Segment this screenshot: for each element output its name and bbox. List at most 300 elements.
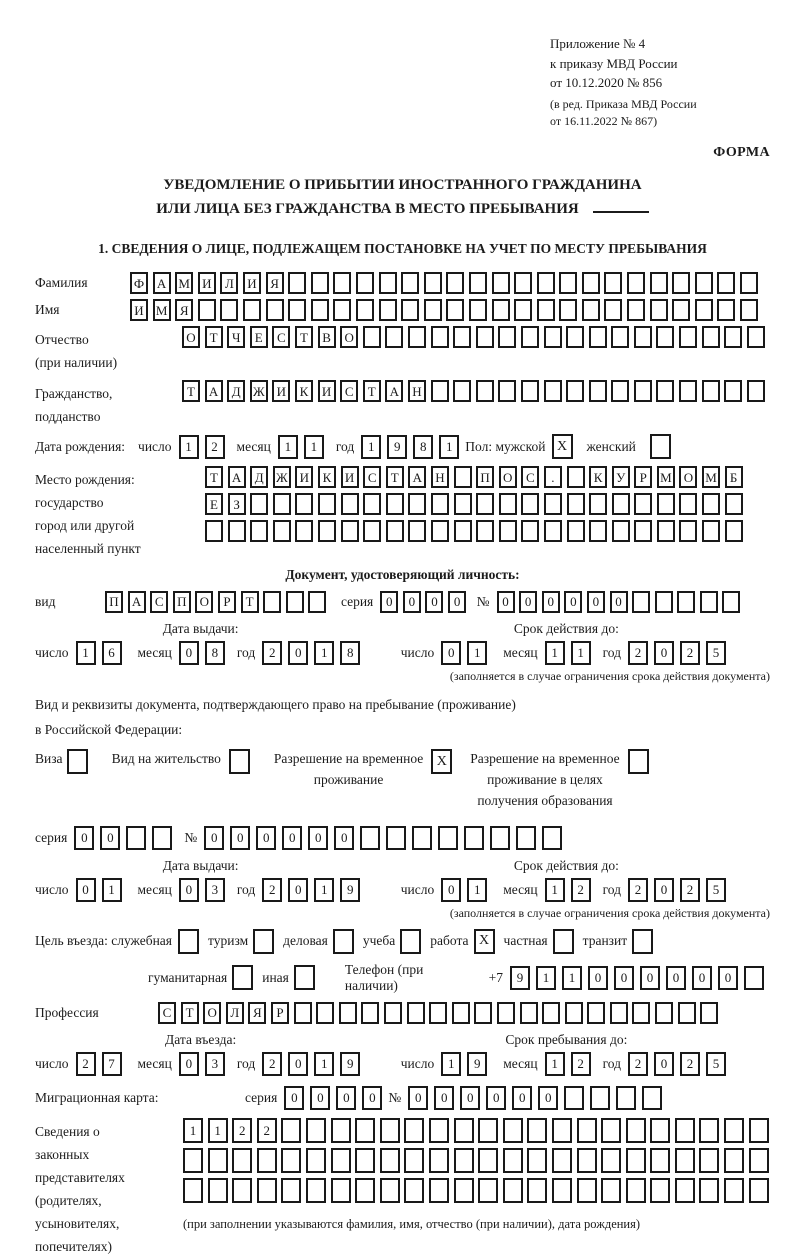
- char-cell[interactable]: [724, 1148, 744, 1173]
- char-cell[interactable]: [552, 1148, 572, 1173]
- char-cell[interactable]: 0: [74, 826, 94, 850]
- char-cell[interactable]: 8: [340, 641, 360, 665]
- char-cell[interactable]: [198, 299, 216, 321]
- char-cell[interactable]: А: [153, 272, 171, 294]
- char-cell[interactable]: [552, 1178, 572, 1203]
- sex-male-checkbox[interactable]: X: [552, 434, 573, 459]
- char-cell[interactable]: [281, 1118, 301, 1143]
- char-cell[interactable]: [520, 1002, 538, 1024]
- char-cell[interactable]: [601, 1148, 621, 1173]
- char-cell[interactable]: Ф: [130, 272, 148, 294]
- char-cell[interactable]: [356, 272, 374, 294]
- char-cell[interactable]: [589, 380, 607, 402]
- char-cell[interactable]: [559, 272, 577, 294]
- char-cell[interactable]: [476, 380, 494, 402]
- char-cell[interactable]: 0: [564, 591, 582, 613]
- char-cell[interactable]: [266, 299, 284, 321]
- char-cell[interactable]: [566, 326, 584, 348]
- char-cell[interactable]: [412, 826, 432, 850]
- char-cell[interactable]: 0: [308, 826, 328, 850]
- purpose-business-checkbox[interactable]: [333, 929, 354, 954]
- char-cell[interactable]: [566, 380, 584, 402]
- char-cell[interactable]: [497, 1002, 515, 1024]
- char-cell[interactable]: [454, 1148, 474, 1173]
- char-cell[interactable]: 0: [434, 1086, 454, 1110]
- char-cell[interactable]: [627, 272, 645, 294]
- char-cell[interactable]: 0: [179, 878, 199, 902]
- char-cell[interactable]: 0: [610, 591, 628, 613]
- char-cell[interactable]: [567, 493, 585, 515]
- purpose-private-checkbox[interactable]: [553, 929, 574, 954]
- char-cell[interactable]: [257, 1148, 277, 1173]
- char-cell[interactable]: 0: [403, 591, 421, 613]
- char-cell[interactable]: 1: [545, 1052, 565, 1076]
- char-cell[interactable]: [499, 520, 517, 542]
- char-cell[interactable]: 2: [262, 878, 282, 902]
- char-cell[interactable]: [559, 299, 577, 321]
- char-cell[interactable]: Н: [408, 380, 426, 402]
- char-cell[interactable]: 1: [571, 641, 591, 665]
- char-cell[interactable]: [220, 299, 238, 321]
- char-cell[interactable]: [401, 272, 419, 294]
- char-cell[interactable]: [604, 299, 622, 321]
- char-cell[interactable]: [361, 1002, 379, 1024]
- char-cell[interactable]: 1: [314, 878, 334, 902]
- char-cell[interactable]: [702, 493, 720, 515]
- char-cell[interactable]: 0: [692, 966, 712, 990]
- char-cell[interactable]: [339, 1002, 357, 1024]
- char-cell[interactable]: 1: [467, 641, 487, 665]
- char-cell[interactable]: 0: [310, 1086, 330, 1110]
- char-cell[interactable]: 0: [654, 1052, 674, 1076]
- char-cell[interactable]: [657, 493, 675, 515]
- char-cell[interactable]: М: [657, 466, 675, 488]
- char-cell[interactable]: О: [203, 1002, 221, 1024]
- char-cell[interactable]: [476, 493, 494, 515]
- char-cell[interactable]: Е: [205, 493, 223, 515]
- char-cell[interactable]: [429, 1178, 449, 1203]
- char-cell[interactable]: П: [173, 591, 191, 613]
- char-cell[interactable]: [700, 591, 718, 613]
- char-cell[interactable]: [408, 493, 426, 515]
- char-cell[interactable]: [295, 520, 313, 542]
- char-cell[interactable]: [424, 299, 442, 321]
- char-cell[interactable]: [379, 299, 397, 321]
- char-cell[interactable]: [679, 493, 697, 515]
- char-cell[interactable]: [454, 493, 472, 515]
- char-cell[interactable]: 1: [102, 878, 122, 902]
- char-cell[interactable]: С: [363, 466, 381, 488]
- char-cell[interactable]: [744, 966, 764, 990]
- char-cell[interactable]: [542, 1002, 560, 1024]
- char-cell[interactable]: [544, 380, 562, 402]
- sex-female-checkbox[interactable]: [650, 434, 671, 459]
- char-cell[interactable]: 6: [102, 641, 122, 665]
- char-cell[interactable]: [604, 272, 622, 294]
- char-cell[interactable]: 0: [441, 641, 461, 665]
- char-cell[interactable]: [544, 493, 562, 515]
- char-cell[interactable]: [577, 1178, 597, 1203]
- char-cell[interactable]: [431, 493, 449, 515]
- char-cell[interactable]: 1: [441, 1052, 461, 1076]
- char-cell[interactable]: [565, 1002, 583, 1024]
- char-cell[interactable]: [380, 1118, 400, 1143]
- char-cell[interactable]: 0: [256, 826, 276, 850]
- char-cell[interactable]: [678, 1002, 696, 1024]
- char-cell[interactable]: [404, 1118, 424, 1143]
- char-cell[interactable]: 2: [628, 878, 648, 902]
- char-cell[interactable]: [331, 1148, 351, 1173]
- char-cell[interactable]: 2: [628, 641, 648, 665]
- char-cell[interactable]: 0: [654, 641, 674, 665]
- char-cell[interactable]: [699, 1148, 719, 1173]
- char-cell[interactable]: Р: [271, 1002, 289, 1024]
- char-cell[interactable]: А: [128, 591, 146, 613]
- char-cell[interactable]: [454, 1178, 474, 1203]
- char-cell[interactable]: [656, 326, 674, 348]
- char-cell[interactable]: [438, 826, 458, 850]
- char-cell[interactable]: 2: [680, 878, 700, 902]
- char-cell[interactable]: [453, 380, 471, 402]
- char-cell[interactable]: 0: [288, 878, 308, 902]
- char-cell[interactable]: И: [243, 272, 261, 294]
- char-cell[interactable]: [632, 1002, 650, 1024]
- char-cell[interactable]: [627, 299, 645, 321]
- char-cell[interactable]: Т: [295, 326, 313, 348]
- char-cell[interactable]: Р: [218, 591, 236, 613]
- char-cell[interactable]: [642, 1086, 662, 1110]
- char-cell[interactable]: К: [318, 466, 336, 488]
- char-cell[interactable]: М: [153, 299, 171, 321]
- char-cell[interactable]: [404, 1178, 424, 1203]
- purpose-other-checkbox[interactable]: [294, 965, 315, 990]
- char-cell[interactable]: [626, 1118, 646, 1143]
- char-cell[interactable]: 0: [497, 591, 515, 613]
- char-cell[interactable]: [582, 272, 600, 294]
- char-cell[interactable]: 0: [542, 591, 560, 613]
- char-cell[interactable]: [281, 1148, 301, 1173]
- char-cell[interactable]: [675, 1118, 695, 1143]
- char-cell[interactable]: 3: [205, 1052, 225, 1076]
- char-cell[interactable]: 2: [680, 1052, 700, 1076]
- char-cell[interactable]: [717, 299, 735, 321]
- char-cell[interactable]: 1: [183, 1118, 203, 1143]
- char-cell[interactable]: 0: [282, 826, 302, 850]
- char-cell[interactable]: Т: [386, 466, 404, 488]
- char-cell[interactable]: 1: [545, 641, 565, 665]
- char-cell[interactable]: [363, 493, 381, 515]
- char-cell[interactable]: 0: [448, 591, 466, 613]
- char-cell[interactable]: [453, 326, 471, 348]
- char-cell[interactable]: [702, 326, 720, 348]
- char-cell[interactable]: 9: [340, 1052, 360, 1076]
- char-cell[interactable]: О: [340, 326, 358, 348]
- char-cell[interactable]: [695, 272, 713, 294]
- char-cell[interactable]: 0: [512, 1086, 532, 1110]
- char-cell[interactable]: И: [318, 380, 336, 402]
- char-cell[interactable]: 0: [380, 591, 398, 613]
- char-cell[interactable]: 1: [278, 435, 298, 459]
- char-cell[interactable]: [356, 299, 374, 321]
- char-cell[interactable]: 1: [179, 435, 199, 459]
- char-cell[interactable]: 0: [336, 1086, 356, 1110]
- char-cell[interactable]: [454, 466, 472, 488]
- purpose-work-checkbox[interactable]: X: [474, 929, 495, 954]
- char-cell[interactable]: [590, 1086, 610, 1110]
- char-cell[interactable]: [657, 520, 675, 542]
- char-cell[interactable]: [611, 380, 629, 402]
- char-cell[interactable]: [250, 493, 268, 515]
- char-cell[interactable]: [567, 520, 585, 542]
- char-cell[interactable]: 9: [387, 435, 407, 459]
- purpose-study-checkbox[interactable]: [400, 929, 421, 954]
- char-cell[interactable]: А: [408, 466, 426, 488]
- char-cell[interactable]: 0: [666, 966, 686, 990]
- char-cell[interactable]: [601, 1118, 621, 1143]
- char-cell[interactable]: [747, 326, 765, 348]
- char-cell[interactable]: [626, 1178, 646, 1203]
- char-cell[interactable]: 0: [362, 1086, 382, 1110]
- char-cell[interactable]: [634, 520, 652, 542]
- char-cell[interactable]: [749, 1148, 769, 1173]
- char-cell[interactable]: [363, 326, 381, 348]
- char-cell[interactable]: [363, 520, 381, 542]
- char-cell[interactable]: [333, 272, 351, 294]
- char-cell[interactable]: 2: [571, 1052, 591, 1076]
- char-cell[interactable]: [446, 299, 464, 321]
- char-cell[interactable]: Т: [181, 1002, 199, 1024]
- char-cell[interactable]: [582, 299, 600, 321]
- char-cell[interactable]: [577, 1148, 597, 1173]
- char-cell[interactable]: [454, 1118, 474, 1143]
- char-cell[interactable]: С: [272, 326, 290, 348]
- char-cell[interactable]: И: [130, 299, 148, 321]
- char-cell[interactable]: [740, 299, 758, 321]
- char-cell[interactable]: .: [544, 466, 562, 488]
- char-cell[interactable]: Б: [725, 466, 743, 488]
- char-cell[interactable]: [514, 299, 532, 321]
- char-cell[interactable]: П: [105, 591, 123, 613]
- char-cell[interactable]: [311, 299, 329, 321]
- char-cell[interactable]: [634, 326, 652, 348]
- char-cell[interactable]: 1: [304, 435, 324, 459]
- char-cell[interactable]: [672, 299, 690, 321]
- purpose-tourism-checkbox[interactable]: [253, 929, 274, 954]
- char-cell[interactable]: 0: [204, 826, 224, 850]
- char-cell[interactable]: [650, 1118, 670, 1143]
- char-cell[interactable]: [281, 1178, 301, 1203]
- char-cell[interactable]: [408, 326, 426, 348]
- char-cell[interactable]: [724, 326, 742, 348]
- char-cell[interactable]: [722, 591, 740, 613]
- char-cell[interactable]: С: [150, 591, 168, 613]
- char-cell[interactable]: 0: [587, 591, 605, 613]
- char-cell[interactable]: [700, 1002, 718, 1024]
- char-cell[interactable]: [379, 272, 397, 294]
- char-cell[interactable]: [386, 826, 406, 850]
- char-cell[interactable]: [250, 520, 268, 542]
- char-cell[interactable]: [695, 299, 713, 321]
- char-cell[interactable]: [655, 1002, 673, 1024]
- char-cell[interactable]: [380, 1148, 400, 1173]
- char-cell[interactable]: [294, 1002, 312, 1024]
- char-cell[interactable]: [452, 1002, 470, 1024]
- char-cell[interactable]: 7: [102, 1052, 122, 1076]
- char-cell[interactable]: [273, 520, 291, 542]
- char-cell[interactable]: Д: [227, 380, 245, 402]
- char-cell[interactable]: [634, 493, 652, 515]
- char-cell[interactable]: О: [182, 326, 200, 348]
- char-cell[interactable]: [564, 1086, 584, 1110]
- char-cell[interactable]: [724, 1178, 744, 1203]
- char-cell[interactable]: 2: [262, 1052, 282, 1076]
- char-cell[interactable]: 0: [425, 591, 443, 613]
- char-cell[interactable]: Я: [266, 272, 284, 294]
- char-cell[interactable]: [469, 299, 487, 321]
- char-cell[interactable]: [537, 272, 555, 294]
- char-cell[interactable]: 0: [334, 826, 354, 850]
- purpose-transit-checkbox[interactable]: [632, 929, 653, 954]
- char-cell[interactable]: 9: [467, 1052, 487, 1076]
- char-cell[interactable]: [333, 299, 351, 321]
- char-cell[interactable]: 1: [536, 966, 556, 990]
- char-cell[interactable]: [503, 1118, 523, 1143]
- char-cell[interactable]: [699, 1178, 719, 1203]
- char-cell[interactable]: [634, 380, 652, 402]
- char-cell[interactable]: Т: [182, 380, 200, 402]
- char-cell[interactable]: 2: [205, 435, 225, 459]
- char-cell[interactable]: [589, 326, 607, 348]
- char-cell[interactable]: [567, 466, 585, 488]
- char-cell[interactable]: И: [198, 272, 216, 294]
- char-cell[interactable]: [295, 493, 313, 515]
- char-cell[interactable]: [404, 1148, 424, 1173]
- char-cell[interactable]: [679, 380, 697, 402]
- char-cell[interactable]: [724, 380, 742, 402]
- char-cell[interactable]: [360, 826, 380, 850]
- char-cell[interactable]: О: [195, 591, 213, 613]
- char-cell[interactable]: [503, 1178, 523, 1203]
- char-cell[interactable]: 2: [571, 878, 591, 902]
- char-cell[interactable]: 1: [314, 641, 334, 665]
- char-cell[interactable]: [401, 299, 419, 321]
- char-cell[interactable]: О: [499, 466, 517, 488]
- char-cell[interactable]: С: [158, 1002, 176, 1024]
- temp-residence-education-checkbox[interactable]: [628, 749, 649, 774]
- char-cell[interactable]: К: [295, 380, 313, 402]
- char-cell[interactable]: А: [205, 380, 223, 402]
- char-cell[interactable]: [527, 1118, 547, 1143]
- char-cell[interactable]: [724, 1118, 744, 1143]
- purpose-official-checkbox[interactable]: [178, 929, 199, 954]
- char-cell[interactable]: [675, 1148, 695, 1173]
- char-cell[interactable]: [454, 520, 472, 542]
- char-cell[interactable]: 0: [179, 641, 199, 665]
- char-cell[interactable]: [386, 520, 404, 542]
- char-cell[interactable]: [702, 520, 720, 542]
- char-cell[interactable]: 1: [467, 878, 487, 902]
- char-cell[interactable]: [208, 1178, 228, 1203]
- char-cell[interactable]: Ж: [250, 380, 268, 402]
- char-cell[interactable]: [476, 326, 494, 348]
- char-cell[interactable]: [273, 493, 291, 515]
- char-cell[interactable]: Т: [205, 326, 223, 348]
- char-cell[interactable]: 9: [510, 966, 530, 990]
- char-cell[interactable]: [341, 493, 359, 515]
- char-cell[interactable]: [478, 1148, 498, 1173]
- char-cell[interactable]: [650, 272, 668, 294]
- char-cell[interactable]: М: [175, 272, 193, 294]
- char-cell[interactable]: [316, 1002, 334, 1024]
- char-cell[interactable]: 0: [284, 1086, 304, 1110]
- char-cell[interactable]: [587, 1002, 605, 1024]
- char-cell[interactable]: 0: [486, 1086, 506, 1110]
- char-cell[interactable]: И: [295, 466, 313, 488]
- char-cell[interactable]: 0: [654, 878, 674, 902]
- char-cell[interactable]: [672, 272, 690, 294]
- char-cell[interactable]: Ч: [227, 326, 245, 348]
- char-cell[interactable]: 0: [230, 826, 250, 850]
- char-cell[interactable]: [612, 520, 630, 542]
- char-cell[interactable]: [699, 1118, 719, 1143]
- char-cell[interactable]: [521, 493, 539, 515]
- char-cell[interactable]: 2: [262, 641, 282, 665]
- char-cell[interactable]: [464, 826, 484, 850]
- char-cell[interactable]: [228, 520, 246, 542]
- char-cell[interactable]: [656, 380, 674, 402]
- char-cell[interactable]: 0: [76, 878, 96, 902]
- char-cell[interactable]: 5: [706, 1052, 726, 1076]
- residence-permit-checkbox[interactable]: [229, 749, 250, 774]
- char-cell[interactable]: [521, 520, 539, 542]
- char-cell[interactable]: [514, 272, 532, 294]
- char-cell[interactable]: 2: [680, 641, 700, 665]
- char-cell[interactable]: В: [318, 326, 336, 348]
- char-cell[interactable]: [208, 1148, 228, 1173]
- char-cell[interactable]: [286, 591, 304, 613]
- char-cell[interactable]: [589, 520, 607, 542]
- char-cell[interactable]: 0: [538, 1086, 558, 1110]
- char-cell[interactable]: [126, 826, 146, 850]
- char-cell[interactable]: [232, 1148, 252, 1173]
- char-cell[interactable]: 0: [640, 966, 660, 990]
- char-cell[interactable]: О: [679, 466, 697, 488]
- char-cell[interactable]: [318, 493, 336, 515]
- char-cell[interactable]: [318, 520, 336, 542]
- visa-checkbox[interactable]: [67, 749, 88, 774]
- char-cell[interactable]: [650, 1178, 670, 1203]
- char-cell[interactable]: [431, 520, 449, 542]
- char-cell[interactable]: [492, 272, 510, 294]
- char-cell[interactable]: [717, 272, 735, 294]
- char-cell[interactable]: 0: [460, 1086, 480, 1110]
- char-cell[interactable]: [311, 272, 329, 294]
- char-cell[interactable]: [749, 1118, 769, 1143]
- char-cell[interactable]: И: [272, 380, 290, 402]
- char-cell[interactable]: [749, 1178, 769, 1203]
- char-cell[interactable]: [341, 520, 359, 542]
- char-cell[interactable]: 3: [205, 878, 225, 902]
- char-cell[interactable]: [740, 272, 758, 294]
- char-cell[interactable]: [521, 380, 539, 402]
- char-cell[interactable]: П: [476, 466, 494, 488]
- char-cell[interactable]: [306, 1178, 326, 1203]
- char-cell[interactable]: 1: [545, 878, 565, 902]
- char-cell[interactable]: З: [228, 493, 246, 515]
- char-cell[interactable]: [542, 826, 562, 850]
- char-cell[interactable]: [747, 380, 765, 402]
- char-cell[interactable]: 1: [314, 1052, 334, 1076]
